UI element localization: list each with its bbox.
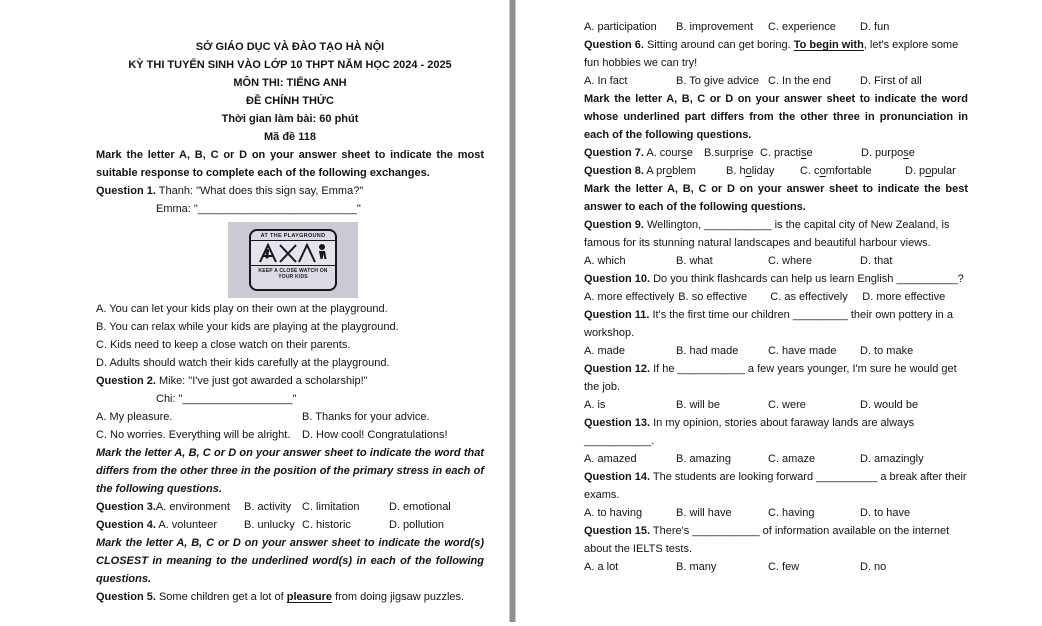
option-b: B. will be <box>676 399 721 411</box>
option-b: B. unlucky <box>244 519 295 531</box>
instruction-closest-meaning: Mark the letter A, B, C or D on your answer sheet to indicate the word(s) CLOSEST in meaning to the underlined word(s) in each of the following questions. <box>96 537 484 585</box>
option-d: D. fun <box>860 21 890 33</box>
header-department: SỞ GIÁO DỤC VÀ ĐÀO TẠO HÀ NỘI <box>195 41 385 53</box>
question-number: Question 2. <box>96 375 156 387</box>
underlined-keyword: To begin with <box>793 39 864 51</box>
question-number: Question 6. <box>584 39 644 51</box>
question-10-options <box>584 288 968 306</box>
question-number: Question 13. <box>584 417 651 429</box>
option-c-head: C. practi <box>760 147 801 159</box>
underlined-part: o <box>745 165 752 177</box>
option-b: B. To give advice <box>676 75 759 87</box>
right-column <box>584 18 968 576</box>
option-a: A. is <box>584 399 606 411</box>
question-10 <box>584 270 968 288</box>
question-text: The students are looking forward __________ a break after their exams. <box>584 471 967 501</box>
option-a-tail: e <box>686 147 693 159</box>
question-number: Question 15. <box>584 525 651 537</box>
question-2-options-row-1 <box>96 408 484 426</box>
option-b <box>726 162 800 180</box>
playground-sign-photo <box>228 222 358 298</box>
option-c: C. were <box>768 399 806 411</box>
option-a: A. made <box>584 345 625 357</box>
playground-pictogram-icon <box>257 243 329 263</box>
question-2-reply-blank: Chi: "__________________" <box>156 393 297 405</box>
option-d: D. to have <box>860 507 911 519</box>
option-a: A. You can let your kids play on their own at the playground. <box>96 303 388 315</box>
question-5 <box>96 588 484 606</box>
option-b-head: B. h <box>726 165 746 177</box>
option-b: B. You can relax while your kids are playing at the playground. <box>96 321 399 333</box>
question-number: Question 4. <box>96 519 156 531</box>
option-a: A. In fact <box>584 75 628 87</box>
option-c: C. amaze <box>768 453 816 465</box>
option-d: D. amazingly <box>860 453 924 465</box>
option-d-tail: pular <box>931 165 956 177</box>
option-b: B. so effective <box>678 291 748 303</box>
option-d: D. more effective <box>862 291 946 303</box>
question-text: Thanh: "What does this sign say, Emma?" <box>155 185 364 197</box>
question-8-a <box>584 162 726 180</box>
underlined-part: s <box>681 147 687 159</box>
underlined-part: s <box>903 147 909 159</box>
question-3 <box>96 498 484 516</box>
option-b-tail: liday <box>751 165 775 177</box>
option-d: D. to make <box>860 345 914 357</box>
option-d: D. that <box>860 255 893 267</box>
question-11-options <box>584 342 968 360</box>
option-a: A. more effectively <box>584 291 675 303</box>
question-number: Question 1. <box>96 185 156 197</box>
question-number: Question 12. <box>584 363 651 375</box>
question-number: Question 3. <box>96 501 156 513</box>
playground-pictogram <box>251 240 335 266</box>
question-13-options <box>584 450 968 468</box>
question-9-options <box>584 252 968 270</box>
option-b: B. many <box>676 561 717 573</box>
question-4 <box>96 516 484 534</box>
option-c: C. few <box>768 561 800 573</box>
question-5-options <box>584 18 968 36</box>
question-number: Question 11. <box>584 309 650 321</box>
header-official: ĐỀ CHÍNH THỨC <box>246 95 334 107</box>
instruction-stress: Mark the letter A, B, C or D on your answer sheet to indicate the word that differs from the other three in the position of the primary stress in each of the following questions. <box>96 447 484 495</box>
question-text: Some children get a lot of <box>155 591 287 603</box>
option-b: B. improvement <box>676 21 754 33</box>
question-number: Question 9. <box>584 219 644 231</box>
underlined-keyword: pleasure <box>286 591 333 603</box>
question-15 <box>584 522 968 558</box>
question-number: Question 5. <box>96 591 156 603</box>
question-13 <box>584 414 968 432</box>
underlined-part: s <box>800 147 807 159</box>
instruction-exchanges: Mark the letter A, B, C or D on your answer sheet to indicate the most suitable response to complete each of the following exchanges. <box>96 149 484 179</box>
header-subject: MÔN THI: TIẾNG ANH <box>233 77 347 89</box>
option-a: A. which <box>584 255 626 267</box>
option-c: C. Kids need to keep a close watch on their parents. <box>96 339 351 351</box>
question-7-a <box>584 144 704 162</box>
question-text: , let's explore some fun hobbies we can try! <box>584 39 959 69</box>
question-1 <box>96 182 484 200</box>
option-b: B. activity <box>244 501 292 513</box>
underlined-part: o <box>819 165 826 177</box>
sign-top-text: AT THE PLAYGROUND <box>260 233 326 239</box>
question-14 <box>584 468 968 504</box>
question-6-options <box>584 72 968 90</box>
question-6 <box>584 36 968 72</box>
option-b: B. had made <box>676 345 739 357</box>
option-c-head: C. c <box>800 165 820 177</box>
question-3-a <box>96 498 244 516</box>
underlined-part: o <box>925 165 932 177</box>
option-b: B. Thanks for your advice. <box>302 411 430 423</box>
option-d: D. First of all <box>860 75 922 87</box>
option-c: C. having <box>768 507 815 519</box>
question-4-a <box>96 516 244 534</box>
option-a: A. environment <box>155 501 230 513</box>
option-c <box>800 162 905 180</box>
question-number: Question 7. <box>584 147 644 159</box>
question-15-options <box>584 558 968 576</box>
sign-bottom-text: KEEP A CLOSE WATCH ON YOUR KIDS <box>258 268 328 280</box>
option-b: B. amazing <box>676 453 732 465</box>
playground-sign <box>249 229 337 291</box>
option-d-tail: e <box>908 147 915 159</box>
option-d: D. no <box>860 561 887 573</box>
question-12-options <box>584 396 968 414</box>
option-a: A. My pleasure. <box>96 411 173 423</box>
option-a: A. participation <box>584 21 657 33</box>
question-number: Question 10. <box>584 273 651 285</box>
option-c: C. have made <box>768 345 837 357</box>
option-d-head: D. purpo <box>861 147 904 159</box>
question-8 <box>584 162 968 180</box>
header-exam-code: Mã đề 118 <box>264 131 316 143</box>
option-b <box>704 144 760 162</box>
question-14-options <box>584 504 968 522</box>
question-text: from doing jigsaw puzzles. <box>332 591 465 603</box>
question-text: If he ___________ a few years younger, I'm sure he would get the job. <box>584 363 957 393</box>
question-text: In my opinion, stories about faraway lands are always <box>650 417 915 429</box>
option-a: A. to having <box>584 507 643 519</box>
question-text: Wellington, ___________ is the capital city of New Zealand, is famous for its stunning natural landscapes and beautiful harbour views. <box>584 219 950 249</box>
question-1-reply-blank: Emma: "__________________________" <box>156 203 361 215</box>
question-2-options-row-2 <box>96 426 484 444</box>
option-d <box>905 162 956 180</box>
option-c: C. In the end <box>768 75 831 87</box>
underlined-part: s <box>741 147 748 159</box>
question-7 <box>584 144 968 162</box>
option-d: D. pollution <box>389 519 445 531</box>
left-column <box>96 38 484 606</box>
option-a-tail: blem <box>672 165 696 177</box>
option-c-tail: e <box>806 147 813 159</box>
option-a: A. volunteer <box>155 519 218 531</box>
question-2 <box>96 372 484 390</box>
question-text: It's the first time our children _________ their own pottery in a workshop. <box>584 309 953 339</box>
option-a: A. cour <box>643 147 682 159</box>
option-c-tail: mfortable <box>825 165 872 177</box>
question-text: Do you think flashcards can help us learn English __________? <box>650 273 964 285</box>
option-a: A. amazed <box>584 453 637 465</box>
option-b: B. will have <box>676 507 732 519</box>
page-divider <box>509 0 516 622</box>
question-text: Mike: "I've just got awarded a scholarship!" <box>155 375 368 387</box>
option-c: C. historic <box>302 519 351 531</box>
option-c: C. experience <box>768 21 836 33</box>
header-exam-name: KỲ THI TUYỂN SINH VÀO LỚP 10 THPT NĂM HỌC 2024 - 2025 <box>128 59 452 71</box>
option-d: D. Adults should watch their kids carefully at the playground. <box>96 357 390 369</box>
option-a: A pr <box>643 165 666 177</box>
option-c: C. No worries. Everything will be alright. <box>96 429 291 441</box>
option-c: C. as effectively <box>770 291 848 303</box>
question-number: Question 14. <box>584 471 651 483</box>
header-duration: Thời gian làm bài: 60 phút <box>221 113 359 125</box>
instruction-pronunciation: Mark the letter A, B, C or D on your answer sheet to indicate the word whose underlined part differs from the other three in pronunciation in each of the following questions. <box>584 93 968 141</box>
option-d: D. would be <box>860 399 919 411</box>
question-11 <box>584 306 968 342</box>
question-number: Question 8. <box>584 165 644 177</box>
question-12 <box>584 360 968 396</box>
question-13-blank: ___________. <box>584 435 655 447</box>
question-text: There's ___________ of information available on the internet about the IELTS tests. <box>584 525 950 555</box>
option-a: A. a lot <box>584 561 619 573</box>
option-d: D. emotional <box>389 501 451 513</box>
option-d: D. How cool! Congratulations! <box>302 429 448 441</box>
option-b: B. what <box>676 255 713 267</box>
option-d <box>861 144 915 162</box>
option-c <box>760 144 861 162</box>
question-9 <box>584 216 968 252</box>
option-c: C. limitation <box>302 501 360 513</box>
option-c: C. where <box>768 255 813 267</box>
option-b-head: B.surpri <box>704 147 742 159</box>
option-d-head: D. p <box>905 165 926 177</box>
instruction-best-answer: Mark the letter A, B, C or D on your answer sheet to indicate the best answer to each of the following questions. <box>584 183 968 213</box>
question-text: Sitting around can get boring. <box>643 39 794 51</box>
underlined-part: o <box>665 165 673 177</box>
option-b-tail: e <box>747 147 754 159</box>
